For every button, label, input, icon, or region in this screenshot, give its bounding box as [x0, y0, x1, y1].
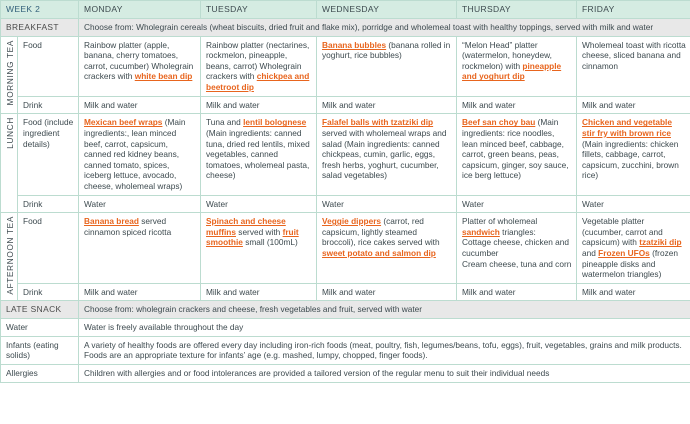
menu-item-link[interactable]: sweet potato and salmon dip [322, 247, 436, 258]
breakfast-text: Choose from: Wholegrain cereals (wheat biscuits, dried fruit and flake mix), porridge and wholemeal toast with healthy toppings, served with milk and water [79, 18, 690, 36]
menu-item-link[interactable]: Falafel balls with tzatziki dip [322, 117, 434, 128]
day-header-friday: FRIDAY [577, 1, 690, 19]
menu-item-link[interactable]: Veggie dippers [322, 216, 382, 227]
menu-item-link[interactable]: Banana bubbles [322, 39, 387, 50]
morning-tea-food-friday [577, 36, 690, 96]
morning-tea-drink-monday: Milk and water [79, 96, 201, 114]
morning-tea-food-type-label: Food [18, 36, 79, 96]
footer-label-allergies: Allergies [1, 365, 79, 383]
week-label: WEEK 2 [1, 1, 79, 19]
menu-item-text: (banana rolled in yoghurt, rice bubbles) [322, 39, 451, 61]
footer-row-water [1, 319, 690, 337]
menu-item-text: triangles: Cottage cheese, chicken and cucumber Cream cheese, tuna and corn [462, 226, 572, 269]
day-header-monday: MONDAY [79, 1, 201, 19]
lunch-drink-friday: Water [577, 195, 690, 213]
menu-item-link[interactable]: Banana bread [84, 216, 139, 227]
menu-item-text: Rainbow platter (apple, banana, cherry tomatoes, carrot, cucumber) Wholegrain crackers with [84, 39, 194, 82]
afternoon-tea-drink-tuesday: Milk and water [201, 283, 317, 301]
afternoon-tea-food-friday [577, 213, 690, 284]
menu-item-text: (Main ingredients:, lean minced beef, carrot, capsicum, canned red kidney beans, canned tomato, spices, iceberg lettuce, avocado, cheese, wholemeal wraps) [84, 117, 186, 191]
menu-item-link[interactable]: Mexican beef wraps [84, 117, 163, 128]
lunch-drink-thursday: Water [457, 195, 577, 213]
footer-text-late-snack: Choose from: wholegrain crackers and cheese, fresh vegetables and fruit, served with water [79, 301, 690, 319]
menu-item-text: served with wholemeal wraps and salad (Main ingredients: canned chickpeas, cumin, garlic, eggs, fresh herbs, yoghurt, cucumber, salad vegetables) [322, 127, 447, 181]
footer-text-infants-eating-solids: A variety of healthy foods are offered every day including iron-rich foods (meat, poultry, fish, legumes/beans, tofu, eggs), fruit, vegetables, grains and milk products. Foods are an appropriate texture for infants’ age (e.g. mashed, lumpy, chopped, finger foods). [79, 336, 690, 364]
menu-item-text: Tuna and [206, 117, 244, 128]
lunch-drink-type-label: Drink [18, 195, 79, 213]
footer-text-water: Water is freely available throughout the day [79, 319, 690, 337]
menu-table-body [1, 1, 690, 383]
afternoon-tea-drink-thursday: Milk and water [457, 283, 577, 301]
lunch-food-tuesday [201, 114, 317, 195]
afternoon-tea-food-monday [79, 213, 201, 284]
lunch-meal-label: LUNCH [1, 114, 18, 213]
afternoon-tea-food-wednesday [317, 213, 457, 284]
menu-item-link[interactable]: fruit smoothie [206, 226, 299, 248]
day-header-thursday: THURSDAY [457, 1, 577, 19]
afternoon-tea-food-type-label: Food [18, 213, 79, 284]
morning-tea-food-tuesday [201, 36, 317, 96]
morning-tea-food-thursday [457, 36, 577, 96]
lunch-drink-row [1, 195, 690, 213]
menu-item-link[interactable]: Chicken and vegetable stir fry with brown rice [582, 117, 672, 138]
afternoon-tea-food-thursday [457, 213, 577, 284]
footer-label-late-snack: LATE SNACK [1, 301, 79, 319]
lunch-food-type-label: Food (include ingredient details) [18, 114, 79, 195]
menu-item-link[interactable]: lentil bolognese [243, 117, 307, 128]
menu-item-link[interactable]: chickpea and beetroot dip [206, 71, 310, 93]
afternoon-tea-drink-type-label: Drink [18, 283, 79, 301]
morning-tea-drink-row [1, 96, 690, 114]
menu-item-link[interactable]: pineapple and yoghurt dip [462, 60, 562, 82]
menu-item-text: small (100mL) [242, 237, 298, 248]
menu-item-text: Rainbow platter (nectarines, rockmelon, pineapple, beans, carrot) Wholegrain crackers with [206, 39, 310, 82]
breakfast-row [1, 18, 690, 36]
menu-item-text: (Main ingredients: canned tuna, dried red lentils, mixed vegetables, canned tomatoes, wholemeal pasta, cheese) [206, 127, 310, 181]
menu-item-link[interactable]: Spinach and cheese muffins [206, 216, 286, 237]
menu-item-text: Wholemeal toast with ricotta cheese, sliced banana and cinnamon [582, 39, 686, 71]
lunch-food-row [1, 114, 690, 195]
lunch-food-monday [79, 114, 201, 195]
lunch-drink-monday: Water [79, 195, 201, 213]
morning-tea-drink-wednesday: Milk and water [317, 96, 457, 114]
lunch-food-wednesday [317, 114, 457, 195]
table-header-row [1, 1, 690, 19]
menu-item-text: (carrot, red capsicum, lightly steamed broccoli), rice cakes served with [322, 216, 440, 248]
footer-label-water: Water [1, 319, 79, 337]
menu-item-link[interactable]: Frozen UFOs [598, 247, 650, 258]
morning-tea-drink-tuesday: Milk and water [201, 96, 317, 114]
menu-item-link[interactable]: white bean dip [134, 71, 193, 82]
lunch-food-thursday [457, 114, 577, 195]
menu-item-link[interactable]: sandwich [462, 226, 500, 237]
breakfast-label: BREAKFAST [1, 18, 79, 36]
lunch-food-friday [577, 114, 690, 195]
morning-tea-meal-label: MORNING TEA [1, 36, 18, 114]
morning-tea-drink-type-label: Drink [18, 96, 79, 114]
footer-text-allergies: Children with allergies and or food intolerances are provided a tailored version of the regular menu to suit their individual needs [79, 365, 690, 383]
menu-item-link[interactable]: Beef san choy bau [462, 117, 536, 128]
afternoon-tea-drink-friday: Milk and water [577, 283, 690, 301]
menu-item-text: “Melon Head” platter (watermelon, honeydew, rockmelon) with [462, 39, 552, 71]
afternoon-tea-drink-row [1, 283, 690, 301]
afternoon-tea-meal-label: AFTERNOON TEA [1, 213, 18, 301]
lunch-drink-tuesday: Water [201, 195, 317, 213]
menu-item-text: (Main ingredients: rice noodles, lean minced beef, cabbage, carrot, green beans, peas, capsicum, ginger, soy sauce, ice berg lettuce) [462, 117, 569, 181]
afternoon-tea-food-row [1, 213, 690, 284]
morning-tea-food-monday [79, 36, 201, 96]
day-header-tuesday: TUESDAY [201, 1, 317, 19]
afternoon-tea-drink-monday: Milk and water [79, 283, 201, 301]
menu-item-text: (Main ingredients: chicken fillets, cabbage, carrot, capsicum, zucchini, brown rice) [582, 138, 679, 181]
menu-item-link[interactable]: tzatziki dip [639, 237, 682, 248]
lunch-drink-wednesday: Water [317, 195, 457, 213]
menu-item-text: served with [235, 226, 283, 237]
footer-row-infants-eating-solids [1, 336, 690, 364]
morning-tea-drink-friday: Milk and water [577, 96, 690, 114]
morning-tea-food-row [1, 36, 690, 96]
menu-item-text: Platter of wholemeal [462, 216, 538, 227]
menu-item-text: Vegetable platter (cucumber, carrot and capsicum) with [582, 216, 663, 248]
day-header-wednesday: WEDNESDAY [317, 1, 457, 19]
footer-row-allergies [1, 365, 690, 383]
afternoon-tea-drink-wednesday: Milk and water [317, 283, 457, 301]
menu-item-text: served cinnamon spiced ricotta [84, 216, 172, 237]
footer-label-infants-eating-solids: Infants (eating solids) [1, 336, 79, 364]
menu-item-text: and [582, 247, 599, 258]
footer-row-late-snack [1, 301, 690, 319]
afternoon-tea-food-tuesday [201, 213, 317, 284]
menu-item-text: (frozen pineapple disks and watermelon triangles) [582, 247, 678, 280]
morning-tea-drink-thursday: Milk and water [457, 96, 577, 114]
morning-tea-food-wednesday [317, 36, 457, 96]
